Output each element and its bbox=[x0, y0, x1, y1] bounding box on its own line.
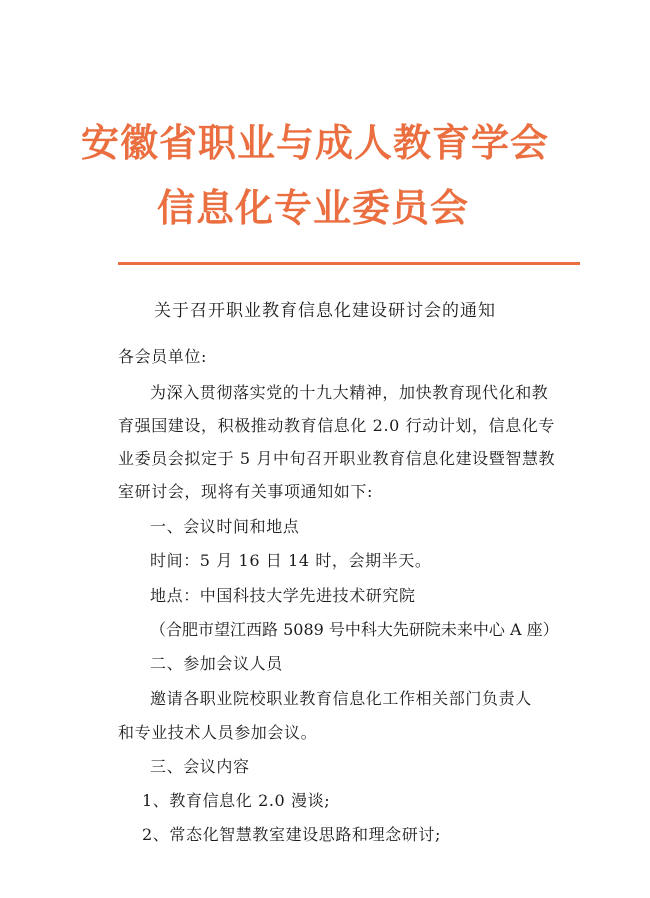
document-title: 关于召开职业教育信息化建设研讨会的通知 bbox=[154, 301, 496, 321]
content-item-2: 2、常态化智慧教室建设思路和理念研讨; bbox=[142, 825, 441, 844]
header-divider bbox=[118, 262, 580, 265]
intro-line-2: 育强国建设，积极推动教育信息化 2.0 行动计划，信息化专 bbox=[118, 416, 556, 435]
meeting-place: 地点：中国科技大学先进技术研究院 bbox=[150, 586, 416, 605]
section3-heading: 三、会议内容 bbox=[150, 757, 250, 776]
salutation: 各会员单位: bbox=[118, 347, 207, 366]
attendees-line-1: 邀请各职业院校职业教育信息化工作相关部门负责人 bbox=[150, 689, 532, 708]
org-title-line1: 安徽省职业与成人教育学会 bbox=[80, 121, 549, 165]
content-item-1: 1、教育信息化 2.0 漫谈; bbox=[142, 791, 331, 810]
section1-heading: 一、会议时间和地点 bbox=[150, 517, 300, 536]
intro-line-4: 室研讨会，现将有关事项通知如下: bbox=[118, 482, 373, 501]
attendees-line-2: 和专业技术人员参加会议。 bbox=[118, 723, 318, 742]
meeting-time: 时间：5 月 16 日 14 时，会期半天。 bbox=[150, 551, 432, 570]
org-title-line2: 信息化专业委员会 bbox=[156, 186, 469, 230]
intro-line-3: 业委员会拟定于 5 月中旬召开职业教育信息化建设暨智慧教 bbox=[118, 449, 556, 468]
meeting-address: （合肥市望江西路 5089 号中科大先研院未来中心 A 座） bbox=[150, 620, 559, 639]
section2-heading: 二、参加会议人员 bbox=[150, 654, 283, 673]
intro-line-1: 为深入贯彻落实党的十九大精神，加快教育现代化和教 bbox=[150, 383, 549, 402]
